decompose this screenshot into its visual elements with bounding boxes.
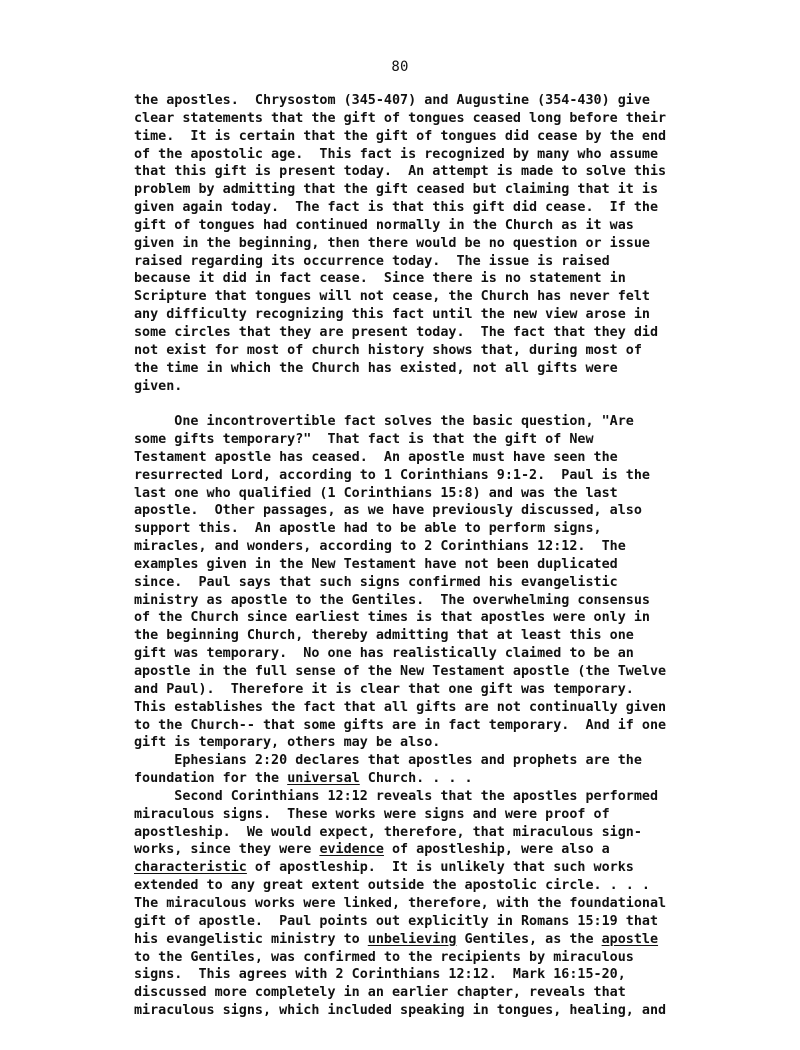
text-run: of apostleship, were also a — [383, 842, 610, 858]
text-run: to the Gentiles, was confirmed to the recipients by miraculous — [134, 949, 634, 965]
text-run: signs. This agrees with 2 Corinthians 12:12. Mark 16:15-20, — [134, 967, 626, 983]
text-run: gift is temporary, others may be also. — [134, 735, 441, 751]
text-run: Church. . . . — [359, 771, 473, 787]
underlined-word: unbelieving — [367, 931, 457, 947]
text-line — [134, 146, 714, 164]
text-line — [134, 128, 714, 146]
text-run: The miraculous works were linked, therefore, with the foundational — [134, 895, 667, 911]
text-run: support this. An apostle had to be able to perform signs, — [134, 521, 602, 537]
text-run: of the Church since earliest times is that apostles were only in — [134, 610, 650, 626]
text-run: works, since they were — [134, 842, 320, 858]
text-run: examples given in the New Testament have not been duplicated — [134, 556, 618, 572]
text-line — [134, 574, 714, 592]
text-run: to the Church-- that some gifts are in fact temporary. And if one — [134, 717, 667, 733]
text-line — [134, 645, 714, 663]
text-line — [134, 360, 714, 378]
text-line — [134, 92, 714, 110]
text-line — [134, 395, 714, 413]
text-run: gift of apostle. Paul points out explicitly in Romans 15:19 that — [134, 913, 659, 929]
text-run: miracles, and wonders, according to 2 Corinthians 12:12. The — [134, 539, 626, 555]
text-line — [134, 324, 714, 342]
text-run: apostle. Other passages, as we have previously discussed, also — [134, 503, 642, 519]
text-line — [134, 770, 714, 788]
text-run: foundation for the — [134, 771, 288, 787]
text-line — [134, 966, 714, 984]
text-run: miraculous signs, which included speaking in tongues, healing, and — [134, 1003, 667, 1019]
text-line — [134, 717, 714, 735]
body-text — [134, 92, 714, 1020]
text-run: apostle in the full sense of the New Testament apostle (the Twelve — [134, 664, 667, 679]
text-run: the time in which the Church has existed, not all gifts were — [134, 360, 618, 376]
text-line — [134, 181, 714, 199]
text-line — [134, 110, 714, 128]
text-run: gift was temporary. No one has realistically claimed to be an — [134, 646, 634, 662]
text-run: resurrected Lord, according to 1 Corinthians 9:1-2. Paul is the — [134, 467, 650, 483]
text-line — [134, 431, 714, 449]
text-line — [134, 538, 714, 556]
text-run: any difficulty recognizing this fact until the new view arose in — [134, 307, 650, 323]
text-line — [134, 449, 714, 467]
text-run: since. Paul says that such signs confirmed his evangelistic — [134, 574, 618, 590]
text-line — [134, 627, 714, 645]
text-line — [134, 949, 714, 967]
text-run: the apostles. Chrysostom (345-407) and Augustine (354-430) give — [134, 93, 650, 108]
text-run: the beginning Church, thereby admitting that at least this one — [134, 628, 634, 644]
text-line — [134, 485, 714, 503]
text-run: Scripture that tongues will not cease, the Church has never felt — [134, 289, 650, 305]
underlined-word: evidence — [319, 842, 384, 858]
text-run: of the apostolic age. This fact is recognized by many who assume — [134, 146, 659, 162]
text-run: clear statements that the gift of tongues ceased long before their — [134, 110, 667, 126]
text-line — [134, 806, 714, 824]
text-run: Second Corinthians 12:12 reveals that the apostles performed — [134, 788, 659, 804]
text-line — [134, 502, 714, 520]
text-run: raised regarding its occurrence today. The issue is raised — [134, 253, 610, 269]
text-line — [134, 413, 714, 431]
text-line — [134, 270, 714, 288]
text-line — [134, 556, 714, 574]
text-run: Testament apostle has ceased. An apostle must have seen the — [134, 449, 618, 465]
text-run: and Paul). Therefore it is clear that one gift was temporary. — [134, 681, 634, 697]
text-line — [134, 520, 714, 538]
text-line — [134, 859, 714, 877]
text-run: Gentiles, as the — [456, 931, 602, 947]
text-line — [134, 824, 714, 842]
text-line — [134, 342, 714, 360]
text-run: because it did in fact cease. Since there is no statement in — [134, 271, 626, 287]
text-line — [134, 895, 714, 913]
underlined-word: universal — [287, 771, 360, 787]
text-line — [134, 378, 714, 396]
text-line — [134, 609, 714, 627]
text-run: This establishes the fact that all gifts are not continually given — [134, 699, 667, 715]
text-line — [134, 734, 714, 752]
text-run: some gifts temporary?" That fact is that the gift of New — [134, 432, 594, 448]
text-line — [134, 235, 714, 253]
text-run: problem by admitting that the gift ceased but claiming that it is — [134, 182, 659, 198]
text-run: not exist for most of church history shows that, during most of — [134, 342, 642, 358]
text-line — [134, 681, 714, 699]
text-line — [134, 913, 714, 931]
underlined-word: apostle — [601, 931, 659, 947]
text-line — [134, 288, 714, 306]
text-line — [134, 984, 714, 1002]
text-line — [134, 163, 714, 181]
text-line — [134, 877, 714, 895]
text-run: apostleship. We would expect, therefore, that miraculous sign- — [134, 824, 642, 840]
text-line — [134, 199, 714, 217]
text-line — [134, 663, 714, 681]
text-run: Ephesians 2:20 declares that apostles and prophets are the — [134, 753, 642, 769]
text-line — [134, 788, 714, 806]
text-line — [134, 467, 714, 485]
text-line — [134, 931, 714, 949]
text-line — [134, 841, 714, 859]
text-line — [134, 217, 714, 235]
text-line — [134, 592, 714, 610]
text-run: of apostleship. It is unlikely that such works — [246, 860, 634, 876]
text-run: gift of tongues had continued normally in the Church as it was — [134, 217, 634, 233]
text-run: last one who qualified (1 Corinthians 15:8) and was the last — [134, 485, 618, 501]
text-run: that this gift is present today. An attempt is made to solve this — [134, 164, 667, 180]
text-run: discussed more completely in an earlier chapter, reveals that — [134, 985, 626, 1001]
text-run: some circles that they are present today. The fact that they did — [134, 324, 659, 340]
text-line — [134, 699, 714, 717]
text-run: given in the beginning, then there would be no question or issue — [134, 235, 650, 251]
text-line — [134, 253, 714, 271]
text-line — [134, 1002, 714, 1020]
page-number: 80 — [391, 59, 409, 75]
text-line — [134, 306, 714, 324]
text-run: time. It is certain that the gift of tongues did cease by the end — [134, 128, 667, 144]
text-run: given. — [134, 378, 183, 394]
underlined-word: characteristic — [134, 860, 247, 876]
text-run: miraculous signs. These works were signs and were proof of — [134, 806, 610, 822]
text-run: given again today. The fact is that this gift did cease. If the — [134, 200, 659, 216]
text-run: extended to any great extent outside the apostolic circle. . . . — [134, 878, 650, 894]
text-run: One incontrovertible fact solves the basic question, "Are — [134, 414, 634, 430]
text-line — [134, 752, 714, 770]
text-run: ministry as apostle to the Gentiles. The overwhelming consensus — [134, 592, 650, 608]
text-run: his evangelistic ministry to — [134, 931, 368, 947]
